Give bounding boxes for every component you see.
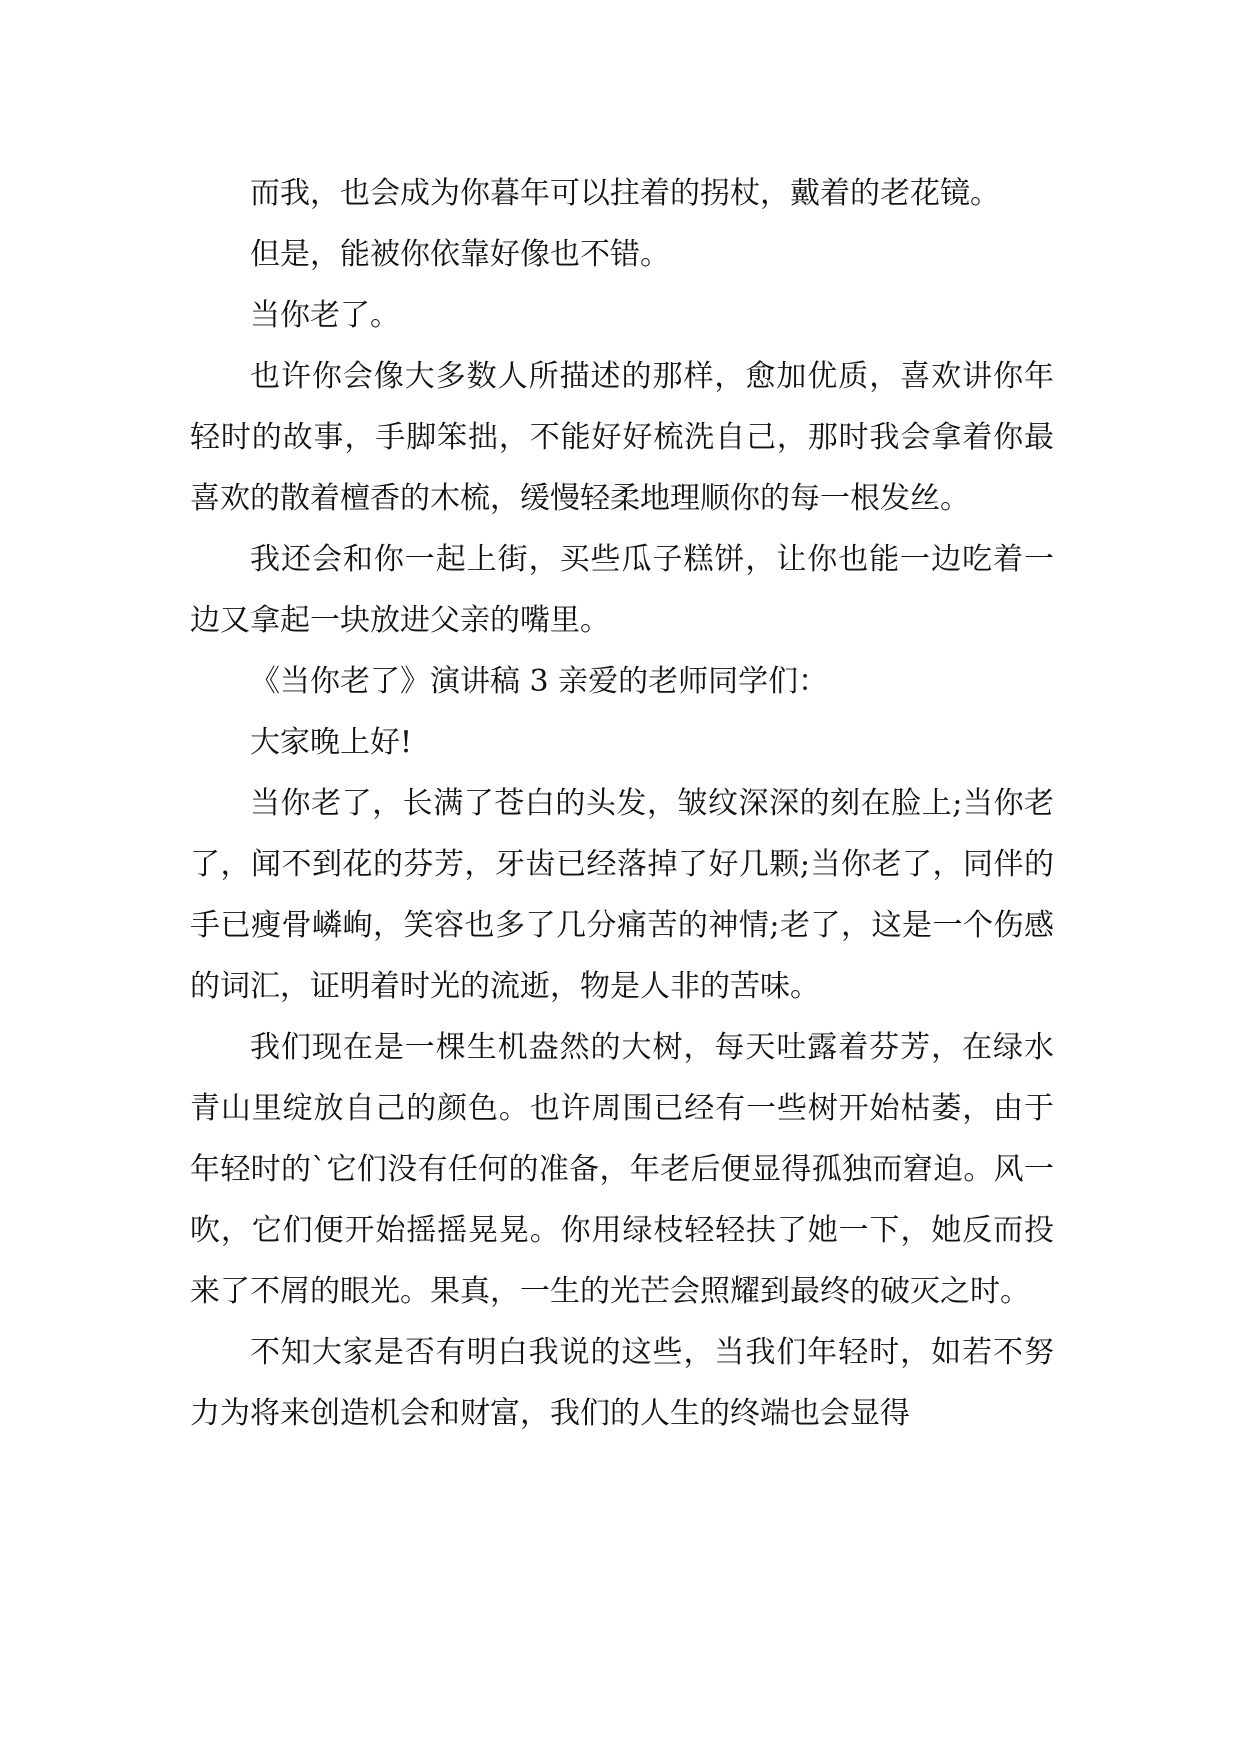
greeting: 大家晚上好!	[250, 725, 413, 760]
document-body	[190, 163, 1054, 1444]
paragraph: 我们现在是一棵生机盎然的大树，每天吐露着芬芳，在绿水青山里绽放自己的颜色。也许周围已经有一些树开始枯萎，由于年轻时的`它们没有任何的准备，年老后便显得孤独而窘迫。风一吹，它们便开始摇摇晃晃。你用绿枝轻轻扶了她一下，她反而投来了不屑的眼光。果真，一生的光芒会照耀到最终的破灭之时。	[190, 1030, 1054, 1309]
paragraph: 但是，能被你依靠好像也不错。	[250, 237, 670, 272]
paragraph: 我还会和你一起上街，买些瓜子糕饼，让你也能一边吃着一边又拿起一块放进父亲的嘴里。	[190, 542, 1054, 638]
paragraph: 也许你会像大多数人所描述的那样，愈加优质，喜欢讲你年轻时的故事，手脚笨拙，不能好好梳洗自己，那时我会拿着你最喜欢的散着檀香的木梳，缓慢轻柔地理顺你的每一根发丝。	[190, 359, 1054, 516]
paragraph: 不知大家是否有明白我说的这些，当我们年轻时，如若不努力为将来创造机会和财富，我们的人生的终端也会显得	[190, 1335, 1054, 1431]
paragraph: 当你老了。	[250, 298, 400, 333]
paragraph: 当你老了，长满了苍白的头发，皱纹深深的刻在脸上;当你老了，闻不到花的芬芳，牙齿已经落掉了好几颗;当你老了，同伴的手已瘦骨嶙峋，笑容也多了几分痛苦的神情;老了，这是一个伤感的词汇，证明着时光的流逝，物是人非的苦味。	[190, 786, 1054, 1004]
paragraph: 而我，也会成为你暮年可以拄着的拐杖，戴着的老花镜。	[250, 176, 1000, 211]
section-heading: 《当你老了》演讲稿 3 亲爱的老师同学们：	[250, 664, 829, 699]
